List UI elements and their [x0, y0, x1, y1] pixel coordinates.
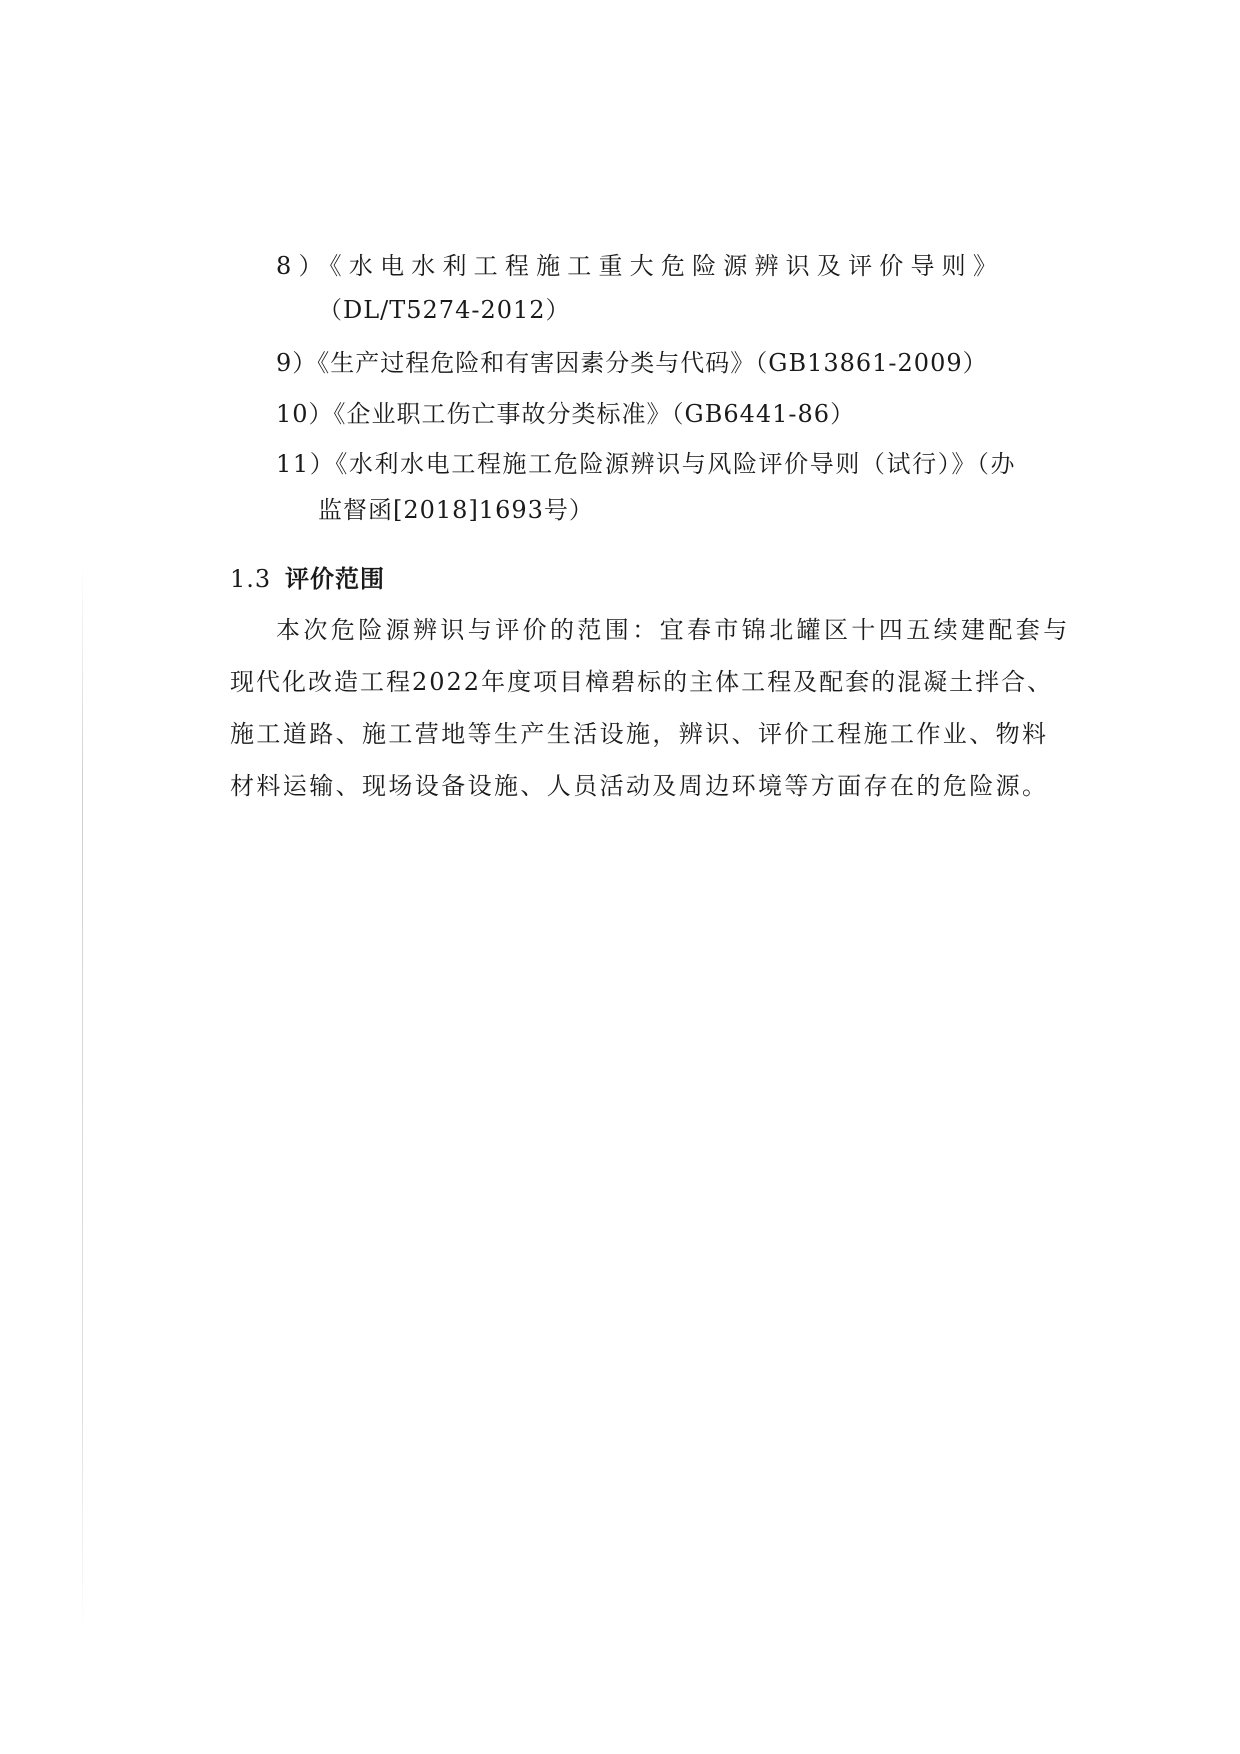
reference-item-11-line-1: 11）《水利水电工程施工危险源辨识与风险评价导则（试行）》（办: [276, 450, 1017, 478]
reference-item-8-line-1: 8）《水电水利工程施工重大危险源辨识及评价导则》: [276, 252, 1005, 280]
scope-paragraph-line-1: 本次危险源辨识与评价的范围：宜春市锦北罐区十四五续建配套与: [276, 616, 1071, 644]
scope-paragraph-line-4: 材料运输、现场设备设施、人员活动及周边环境等方面存在的危险源。: [230, 772, 1049, 800]
reference-item-10: 10）《企业职工伤亡事故分类标准》（GB6441-86）: [276, 400, 856, 428]
section-title: 评价范围: [285, 564, 385, 593]
scope-paragraph-line-2: 现代化改造工程2022年度项目樟碧标的主体工程及配套的混凝土拌合、: [230, 668, 1054, 696]
reference-item-8-line-2: （DL/T5274-2012）: [318, 296, 571, 324]
section-number: 1.3: [230, 565, 272, 593]
reference-item-11-line-2: 监督函[2018]1693号）: [318, 496, 594, 524]
reference-item-9: 9）《生产过程危险和有害因素分类与代码》（GB13861-2009）: [276, 349, 988, 377]
scope-paragraph-line-3: 施工道路、施工营地等生产生活设施，辨识、评价工程施工作业、物料: [230, 720, 1049, 748]
